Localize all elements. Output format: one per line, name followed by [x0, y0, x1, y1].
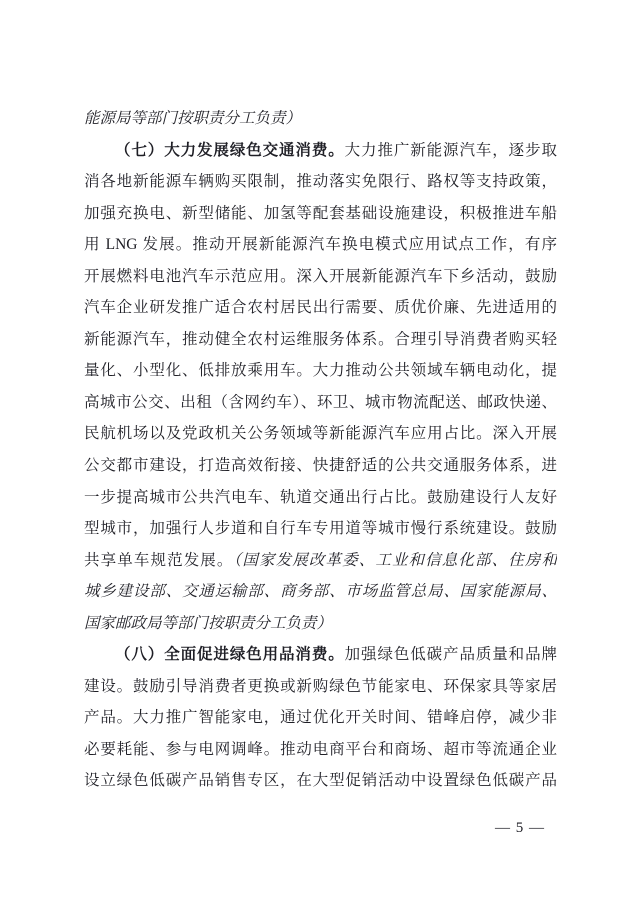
- text-run-body: 设立绿色低碳产品销售专区，在大型促销活动中设置绿色低碳产品: [84, 772, 557, 790]
- text-run-body: 公交都市建设，打造高效衔接、快捷舒适的公共交通服务体系，进: [84, 457, 557, 475]
- text-run-body: 型城市，加强行人步道和自行车专用道等城市慢行系统建设。鼓励: [84, 520, 557, 538]
- text-line: [84, 765, 557, 797]
- text-line: [84, 513, 557, 545]
- text-line: [84, 608, 557, 640]
- text-line: [84, 450, 557, 482]
- text-run-body: 建设。鼓励引导消费者更换或新购绿色节能家电、环保家具等家居: [84, 677, 557, 695]
- text-line: [84, 671, 557, 703]
- text-run-body: 大力推广新能源汽车，逐步取: [344, 141, 557, 159]
- text-line: [84, 387, 557, 419]
- text-run-body: 开展燃料电池汽车示范应用。深入开展新能源汽车下乡活动，鼓励: [84, 267, 557, 285]
- text-run-kai: 国家邮政局等部门按职责分工负责）: [84, 614, 333, 632]
- text-run-body: 必要耗能、参与电网调峰。推动电商平台和商场、超市等流通企业: [84, 740, 557, 758]
- text-run-kai: 能源局等部门按职责分工负责）: [84, 110, 302, 127]
- text-line: [84, 576, 557, 608]
- text-line: [84, 135, 557, 167]
- text-line: [84, 229, 557, 261]
- text-line: [84, 418, 557, 450]
- text-run-body: 量化、小型化、低排放乘用车。大力推动公共领域车辆电动化，提: [84, 362, 557, 380]
- text-run-body: 一步提高城市公共汽电车、轨道交通出行占比。鼓励建设行人友好: [84, 488, 557, 506]
- text-run-body: 用 LNG 发展。推动开展新能源汽车换电模式应用试点工作，有序: [84, 236, 557, 254]
- text-line: [84, 482, 557, 514]
- text-line: [84, 198, 557, 230]
- text-line: [84, 545, 557, 577]
- text-line: [84, 166, 557, 198]
- text-run-bold: （七）大力发展绿色交通消费。: [115, 141, 345, 159]
- text-line: [84, 292, 557, 324]
- document-text: [84, 103, 557, 797]
- text-line: [84, 261, 557, 293]
- text-line: [84, 702, 557, 734]
- text-run-kai: （国家发展改革委、工业和信息化部、住房和: [233, 551, 557, 569]
- text-run-bold: （八）全面促进绿色用品消费。: [115, 646, 345, 664]
- text-line: [84, 103, 557, 135]
- text-line: [84, 355, 557, 387]
- text-line: [84, 324, 557, 356]
- text-run-body: 高城市公交、出租（含网约车）、环卫、城市物流配送、邮政快递、: [84, 393, 557, 411]
- text-run-body: 消各地新能源车辆购买限制，推动落实免限行、路权等支持政策，: [84, 173, 557, 191]
- text-run-body: 共享单车规范发展。: [84, 551, 234, 569]
- text-run-kai: 城乡建设部、交通运输部、商务部、市场监管总局、国家能源局、: [84, 583, 557, 601]
- text-run-body: 产品。大力推广智能家电，通过优化开关时间、错峰启停，减少非: [84, 709, 557, 727]
- text-run-body: 民航机场以及党政机关公务领域等新能源汽车应用占比。深入开展: [84, 425, 557, 443]
- text-line: [84, 734, 557, 766]
- text-run-body: 加强绿色低碳产品质量和品牌: [344, 646, 557, 664]
- text-run-body: 汽车企业研发推广适合农村居民出行需要、质优价廉、先进适用的: [84, 299, 557, 317]
- text-run-body: 新能源汽车，推动健全农村运维服务体系。合理引导消费者购买轻: [84, 330, 557, 348]
- text-line: [84, 639, 557, 671]
- page-number: — 5 —: [495, 820, 545, 836]
- text-run-body: 加强充换电、新型储能、加氢等配套基础设施建设，积极推进车船: [84, 204, 557, 222]
